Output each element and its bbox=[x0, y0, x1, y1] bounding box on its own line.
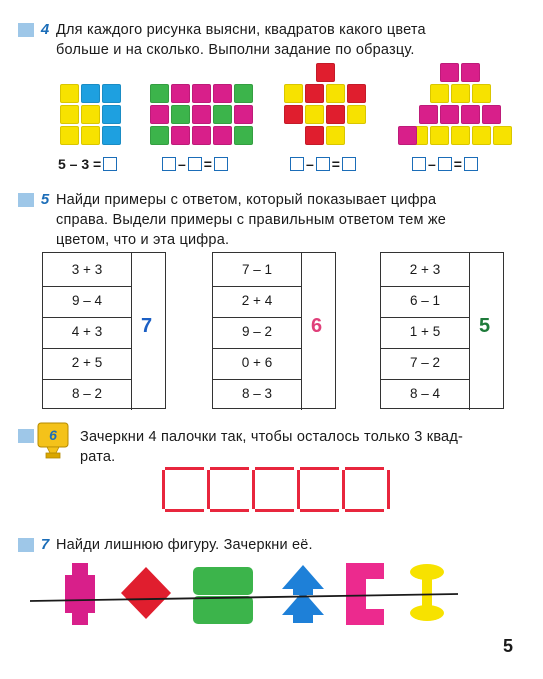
green-square bbox=[213, 105, 232, 124]
task5-header bbox=[18, 190, 446, 250]
shapes-row bbox=[0, 555, 543, 635]
yellow-square bbox=[493, 126, 512, 145]
matchstick-vertical[interactable] bbox=[207, 470, 210, 509]
green-square bbox=[150, 84, 169, 103]
yellow-square bbox=[451, 84, 470, 103]
yellow-square bbox=[472, 126, 491, 145]
yellow-square bbox=[472, 84, 491, 103]
matchstick-top[interactable] bbox=[345, 467, 384, 470]
target-answer: 5 bbox=[479, 315, 491, 337]
blue-square bbox=[81, 84, 100, 103]
equation-2: – = bbox=[160, 156, 230, 172]
red-square bbox=[305, 126, 324, 145]
example-cell[interactable]: 9 – 4 bbox=[43, 284, 132, 318]
blue-square bbox=[102, 126, 121, 145]
example-cell[interactable]: 2 + 3 bbox=[381, 253, 470, 287]
magenta-square bbox=[213, 84, 232, 103]
magenta-square bbox=[192, 105, 211, 124]
target-answer: 6 bbox=[311, 315, 323, 337]
answer-box[interactable] bbox=[438, 157, 452, 171]
magenta-square bbox=[234, 105, 253, 124]
red-square bbox=[305, 84, 324, 103]
matchstick-vertical[interactable] bbox=[342, 470, 345, 509]
task7-header bbox=[18, 535, 313, 555]
magenta-square bbox=[192, 126, 211, 145]
matchstick-top[interactable] bbox=[255, 467, 294, 470]
example-cell[interactable]: 2 + 5 bbox=[43, 346, 132, 380]
green-square bbox=[234, 126, 253, 145]
task7-text: Найди лишнюю фигуру. Зачеркни её. bbox=[56, 537, 313, 553]
magenta-square bbox=[440, 105, 459, 124]
yellow-square bbox=[430, 84, 449, 103]
answer-box[interactable] bbox=[342, 157, 356, 171]
task4-number: 4 bbox=[40, 21, 50, 38]
yellow-square bbox=[347, 105, 366, 124]
matchstick-bottom[interactable] bbox=[300, 509, 339, 512]
task4-header bbox=[18, 20, 426, 60]
equation-3: – = bbox=[288, 156, 358, 172]
red-square bbox=[326, 105, 345, 124]
answer-box[interactable] bbox=[412, 157, 426, 171]
task4-text: Для каждого рисунка выясни, квадратов какого цвета больше и на сколько. Выполни задание по образцу. bbox=[56, 22, 426, 58]
example-equation: 5 – 3 = bbox=[58, 156, 119, 172]
example-table-2 bbox=[212, 252, 336, 409]
page-number: 5 bbox=[502, 636, 513, 656]
magenta-square bbox=[419, 105, 438, 124]
task6-text: Зачеркни 4 палочки так, чтобы осталось только 3 квад- рата. bbox=[80, 429, 464, 465]
example-cell[interactable]: 7 – 2 bbox=[381, 346, 470, 380]
matchstick-top[interactable] bbox=[165, 467, 204, 470]
answer-box[interactable] bbox=[188, 157, 202, 171]
answer-box[interactable] bbox=[290, 157, 304, 171]
equation-4: – = bbox=[410, 156, 480, 172]
blue-arrows-shape[interactable] bbox=[282, 565, 324, 623]
example-cell[interactable]: 7 – 1 bbox=[213, 253, 302, 287]
answer-box[interactable] bbox=[316, 157, 330, 171]
yellow-dumbbell-shape[interactable] bbox=[410, 564, 444, 621]
green-square bbox=[171, 105, 190, 124]
answer-box[interactable] bbox=[162, 157, 176, 171]
task5-number: 5 bbox=[40, 191, 50, 208]
task5-text: Найди примеры с ответом, который показывает цифра справа. Выдели примеры с правильным ответом тем же цветом, что и эта цифра. bbox=[56, 192, 447, 248]
example-cell[interactable]: 8 – 3 bbox=[213, 377, 302, 410]
matchstick-bottom[interactable] bbox=[210, 509, 249, 512]
red-square bbox=[284, 105, 303, 124]
matchstick-bottom[interactable] bbox=[345, 509, 384, 512]
answer-box[interactable] bbox=[214, 157, 228, 171]
yellow-square bbox=[284, 84, 303, 103]
matchstick-vertical[interactable] bbox=[252, 470, 255, 509]
red-diamond-shape[interactable] bbox=[121, 567, 171, 619]
matchstick-vertical[interactable] bbox=[162, 470, 165, 509]
task-marker-icon bbox=[18, 23, 34, 37]
yellow-square bbox=[326, 84, 345, 103]
blue-square bbox=[102, 105, 121, 124]
example-cell[interactable]: 1 + 5 bbox=[381, 315, 470, 349]
example-cell[interactable]: 4 + 3 bbox=[43, 315, 132, 349]
yellow-square bbox=[60, 84, 79, 103]
example-table-3 bbox=[380, 252, 504, 409]
magenta-square bbox=[213, 126, 232, 145]
yellow-square bbox=[305, 105, 324, 124]
magenta-square bbox=[482, 105, 501, 124]
green-square bbox=[234, 84, 253, 103]
magenta-square bbox=[171, 84, 190, 103]
yellow-square bbox=[430, 126, 449, 145]
yellow-square bbox=[60, 105, 79, 124]
yellow-square bbox=[451, 126, 470, 145]
example-cell[interactable]: 9 – 2 bbox=[213, 315, 302, 349]
magenta-square bbox=[440, 63, 459, 82]
matchstick-vertical[interactable] bbox=[297, 470, 300, 509]
example-cell[interactable]: 6 – 1 bbox=[381, 284, 470, 318]
magenta-square bbox=[398, 126, 417, 145]
task7-number: 7 bbox=[40, 536, 50, 553]
yellow-square bbox=[60, 126, 79, 145]
example-cell[interactable]: 0 + 6 bbox=[213, 346, 302, 380]
task6-number: 6 bbox=[49, 427, 57, 443]
trophy-icon bbox=[37, 422, 69, 462]
matchstick-bottom[interactable] bbox=[165, 509, 204, 512]
magenta-square bbox=[171, 126, 190, 145]
task-marker-icon bbox=[18, 538, 34, 552]
example-cell[interactable]: 8 – 2 bbox=[43, 377, 132, 410]
matchstick-top[interactable] bbox=[300, 467, 339, 470]
magenta-square bbox=[150, 105, 169, 124]
blue-square bbox=[102, 84, 121, 103]
example-table-1 bbox=[42, 252, 166, 409]
magenta-square bbox=[461, 63, 480, 82]
red-square bbox=[316, 63, 335, 82]
example-cell[interactable]: 2 + 4 bbox=[213, 284, 302, 318]
pink-bracket-shape[interactable] bbox=[346, 563, 384, 625]
magenta-cross-shape[interactable] bbox=[65, 563, 95, 625]
answer-box[interactable] bbox=[103, 157, 117, 171]
task-marker-icon bbox=[18, 193, 34, 207]
example-cell[interactable]: 8 – 4 bbox=[381, 377, 470, 410]
matchstick-top[interactable] bbox=[210, 467, 249, 470]
magenta-square bbox=[192, 84, 211, 103]
answer-box[interactable] bbox=[464, 157, 478, 171]
yellow-square bbox=[326, 126, 345, 145]
magenta-square bbox=[461, 105, 480, 124]
green-square bbox=[150, 126, 169, 145]
yellow-square bbox=[81, 105, 100, 124]
target-answer: 7 bbox=[141, 315, 153, 337]
matchstick-vertical[interactable] bbox=[387, 470, 390, 509]
example-cell[interactable]: 3 + 3 bbox=[43, 253, 132, 287]
yellow-square bbox=[81, 126, 100, 145]
matchstick-bottom[interactable] bbox=[255, 509, 294, 512]
green-rectangles-shape[interactable] bbox=[193, 567, 253, 624]
task-marker-icon bbox=[18, 429, 34, 443]
red-square bbox=[347, 84, 366, 103]
